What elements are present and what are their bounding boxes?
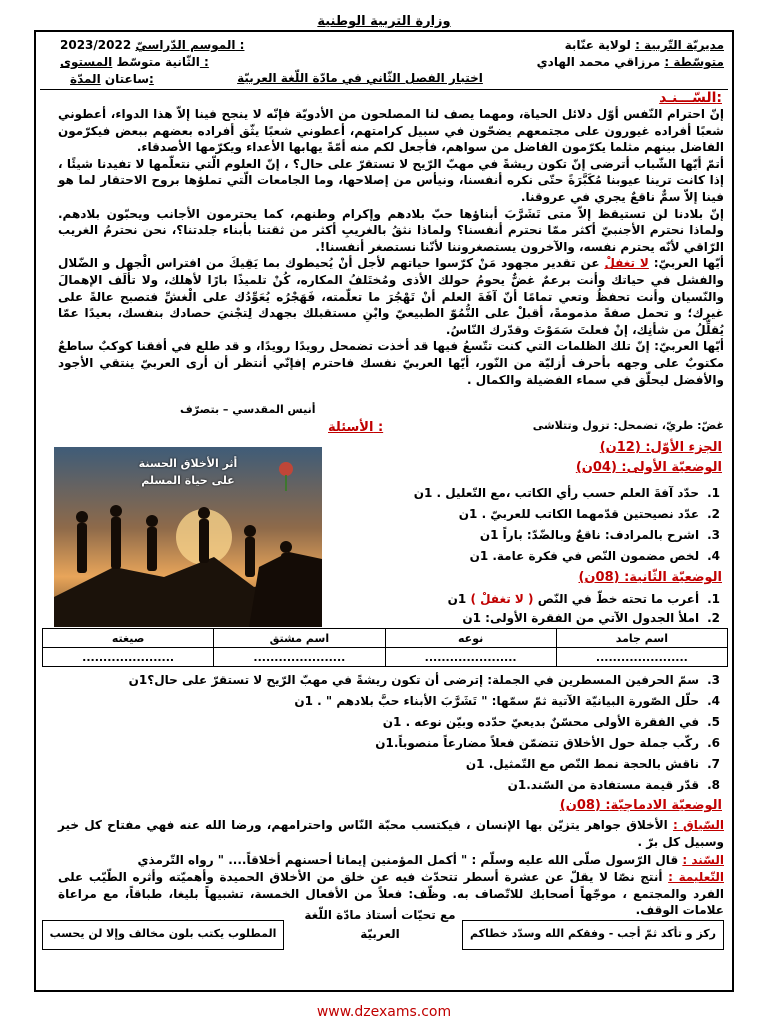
context-label: السّياق : [673,818,724,832]
morality-illustration [54,447,322,627]
q-text: اشرح بالمرادف: ناقعٌ وبالضّدّ: باراً 1ن [479,528,700,542]
illustration-caption-2: على حياة المسلم [141,474,235,487]
support-quote-text: قال الرّسول صلّى الله عليه وسلّم : " أكمل المؤمنين إيمانا أحسنهم أخلاقاً.... " رواه التّرمذي [137,853,679,867]
paragraph-4 [58,255,724,338]
q-number: 2. [707,507,720,521]
q-number: 1. [707,486,720,500]
paragraph-2: أتمّ أيّها الشّباب أترضى إنّ تكون ريشةً في مهبّ الرّيح لا تستقرّ على حال؟ ، إنّ العلوم الّتي نتعلّمها لا تفيدنا شيئًا ، إذا كانت ترينا عيوبنا مُكَبَّرَةً حتّى نكره أنفسنا، ونيأس من إصلاحها، وما الجامعات الّتي تملؤها بروح الاحتقار لما هو فينا إلاّ سمٌّ ناقعٌ يجري في عروقنا. [58,156,724,204]
q-text: ناقش بالحجة نمط النّص مع التّمثيل. 1ن [465,757,700,771]
task-text: أنتج نصّا لا يقلّ عن عشرة أسطر تتحدّث فيه عن خلق من الأخلاق الحميدة وأهميّته وأثره الطّيّب على الفرد والمجتمع ، موجّهاً أصحابك للاتّصاف به. وظّف: فعلاً من الأفعال الخمسة، تشبيهاً بليغا، طباقاً، مع مراعاة علامات الوقف. [58,870,724,918]
situation-3-heading: الوضعيّة الادماجيّة: (08ن) [559,798,722,813]
table-header-cell: صيغته [43,629,214,648]
illustration-caption-1: أثر الأخلاق الحسنة [138,457,238,470]
directorate-value: لولاية عنّابة [564,38,631,52]
table-cell[interactable]: ...................... [43,648,214,667]
season-value: 2023/2022 [60,38,132,52]
q2-item-3 [129,673,720,687]
table-header-row [43,629,728,648]
q-text: حلّل الصّورة البيانيّة الآتية ثمّ سمّها: " تَشَرَّبَ الأبناء حبَّ بلادهم " . 1ن [294,694,700,708]
table-header-cell: نوعه [385,629,556,648]
school-value: مرزاقي محمد الهادي [536,55,661,69]
task-label: التّعليمة : [668,870,724,884]
directorate-label: مديريّة التّربية : [635,38,724,52]
q-text: حدّد آفةَ العلم حسب رأي الكاتب ،مع التّعليل . 1ن [413,486,700,500]
q2-item-6 [375,736,720,750]
q-number: 5. [707,715,720,729]
context-block [58,817,724,850]
q2-item-8 [508,778,720,792]
q-number: 4. [707,549,720,563]
school-label: متوسّطة : [664,55,724,69]
q-number: 3. [707,673,720,687]
ministry-heading: وزارة التربية الوطنية [317,14,451,29]
table-cell[interactable]: ...................... [385,648,556,667]
site-footer-link[interactable]: www.dzexams.com [316,1004,452,1020]
q2-item-7 [466,757,720,771]
part-1-heading: الجزء الأوّل: (12ن) [599,440,722,455]
q-text: أعرب ما تحته خطّ في النّص [537,592,700,606]
q2-item-1 [448,592,720,606]
situation-1-heading: الوضعيّة الأولى: (04ن) [575,460,722,475]
support-quote-label: السّند : [682,853,724,867]
table-header-cell: اسم جامد [556,629,727,648]
paragraph-3: إنّ بلادنا لن تستيقظ إلاّ متى تَشَرَّبَ أبناؤها حبّ بلادهم وإكرام وطنهم، كما يحترمون الأجانب ويحبّون بلادهم. ولماذا نحترم الأجنبيّ أكثر ممّا نحترم أنفسنا؟ ولماذا نثقُ بالغريبِ أكثر من ثقتنا بأبناء جلدتنا؟، نحن نحترمُ الغريب الرّاقي لأنّه يحترم نفسه، والآخرون يستصغروننا لأنّنا نستصغر أنفسنا!. [58,206,724,254]
underlined-phrase: لا تغفلْ [604,256,649,271]
advice-box: ركز و تأكد ثمّ أجب - وفقكم الله وسدّد خطاكم [462,920,724,950]
q-text: لخص مضمون النّص في فكرة عامة. 1ن [469,549,700,563]
q1-item-3 [480,528,720,542]
directorate-line [565,38,724,52]
support-quote-block [58,852,724,869]
q-text: سمّ الحرفين المسطرين في الجملة: إترضى أن تكون ريشةً في مهبّ الرّيح لا تستقرّ على حال؟1ن [128,673,700,687]
answer-table [42,628,728,667]
table-cell[interactable]: ...................... [214,648,385,667]
q1-item-2 [459,507,720,521]
situation-2-heading: الوضعيّة الثّانية: (08ن) [578,570,722,585]
q2-item-2 [462,611,720,625]
q1-item-1 [414,486,720,500]
instruction-box: المطلوب يكتب بلون مخالف وإلا لن يحسب [42,920,284,950]
q2-item-4 [294,694,720,708]
glossary: غضّ: طريّ، تضمحل: تزول وتتلاشى [532,419,724,432]
duration-label: المدّة: [70,72,154,86]
q-number: 7. [707,757,720,771]
table-cell[interactable]: ...................... [556,648,727,667]
paragraph-5: أيّها العربيّ: إنّ تلك الظلمات التي كنت تتّسعُ فيها قد أخذت تضمحل رويدًا رويدًا، و قد طلع في أفقنا كوكبٌ ساطعٌ مكتوبٌ على وجهه بأحرف أزليّة من النّور، أيّها العربيّ نفسك فاحترم إفإنّي أنتظر أن أرى العربيّ ينتقي الأجود والأفضل ليحلّق في سماء الفضيلة والكمال . [58,339,724,387]
q-text: املأ الجدول الآتي من الفقرة الأولى: 1ن [462,611,700,625]
season-line [60,38,244,52]
q-text: قدّر قيمة مستفادة من السّند.1ن [507,778,700,792]
level-line [60,55,209,69]
level-value: الثّانية متوسّط [116,55,200,69]
q-highlight: ( لا تغفلْ ) [470,592,534,606]
q-points: 1ن [447,592,467,606]
questions-label: الأسئلة : [328,420,384,435]
table-row [43,648,728,667]
q-number: 2. [707,611,720,625]
q-text: في الفقرة الأولى محسّنٌ بديعيّ حدّده وبيّن نوعه . 1ن [382,715,700,729]
context-text: الأخلاق جواهر يتزيّن بها الإنسان ، فيكتسب محبّة النّاس واحترامهم، ورضا الله عنه فهي مفتاح كل خير وسبيل كل برّ . [58,818,724,849]
duration-value: ساعتان [104,72,150,86]
header-divider [40,89,728,90]
teacher-greeting: مع تحيّات أستاذ مادّة اللّغة [304,908,456,922]
support-text [58,106,724,388]
q-text: ركّب جملة حول الأخلاق تتضمّن فعلاً مضارعاً منصوباً.1ن [375,736,700,750]
teacher-greeting-2: العربيّة [360,927,400,941]
paragraph-1: إنّ احترام النّفس أوّل دلائل الحياة، ومهما يصف لنا المصلحون من الأدويّة فإنّه لا ينجح فينا إلاّ هذا الدواء، أعطوني شعبًا أفراده غيورون على مجتمعهم يضحّون في سبيل كرامتهم، أعطوني شعبًا يثّق أفراده بعضهم ببعض فيكرّمون الفاضل بينهم مثلما يكرّمون الفاضل من سواهم، فأجعل لكم منه أمّةً يهابها الأعداء ويكرّمها الأصدقاء. [58,107,724,155]
season-label: الموسم الدّراسيّ : [135,38,245,52]
support-label: السّـــنـد: [659,90,722,106]
school-line [537,55,724,69]
duration-line [70,72,154,86]
q-number: 6. [707,736,720,750]
q1-item-4 [470,549,720,563]
exam-title: اختبار الفصل الثّاني في مادّة اللّغة العربيّة [237,71,483,85]
level-label: المستوى : [60,55,209,69]
q-number: 3. [707,528,720,542]
q-number: 1. [707,592,720,606]
paragraph-4-lead: أيّها العربيّ: [653,256,724,271]
q-number: 4. [707,694,720,708]
author: أنيس المقدسي – بتصرّف [180,403,316,416]
q2-item-5 [383,715,720,729]
table-header-cell: اسم مشتق [214,629,385,648]
q-text: عدّد نصيحتين قدّمهما الكاتب للعربيّ . 1ن [458,507,700,521]
q-number: 8. [707,778,720,792]
paragraph-4-body: عن تقدير مجهود مَنْ كرّسوا حياتهم لأجل أنْ يُحيطوك بما يَقِيكَ من افتراس الْجهل و الضّلال والفشل في حياتك وأنت برعمٌ غضٌّ يحومُ حولك الأذى ومُختَلفُ المكاره، كُنْ تلميذًا بارًا لأهلك، ولا تأْلَف الإهمالَ والنّسيان وأنت تحفظُ وتعي تمامًا أنّ آفَةَ العلم أنْ تَهْجُرَ ما تعلّمته، فَهَجْرُه يُعَوِّدُك على الْغشِّ فتصبح عالةً على غيرك؛ و تحمل صفةً مذمومةً، أقبلْ على النُّمُوّ الطبيعيّ وابْنِ مستقبلك بجهدك لِتجْنيَ حصادك بنفسك، بعيدًا عمّا يُقلِّلُ من شأنِك، إنْ فعلتَ سَمَوْتَ وقدّرك النّاسُ. [58,256,724,337]
